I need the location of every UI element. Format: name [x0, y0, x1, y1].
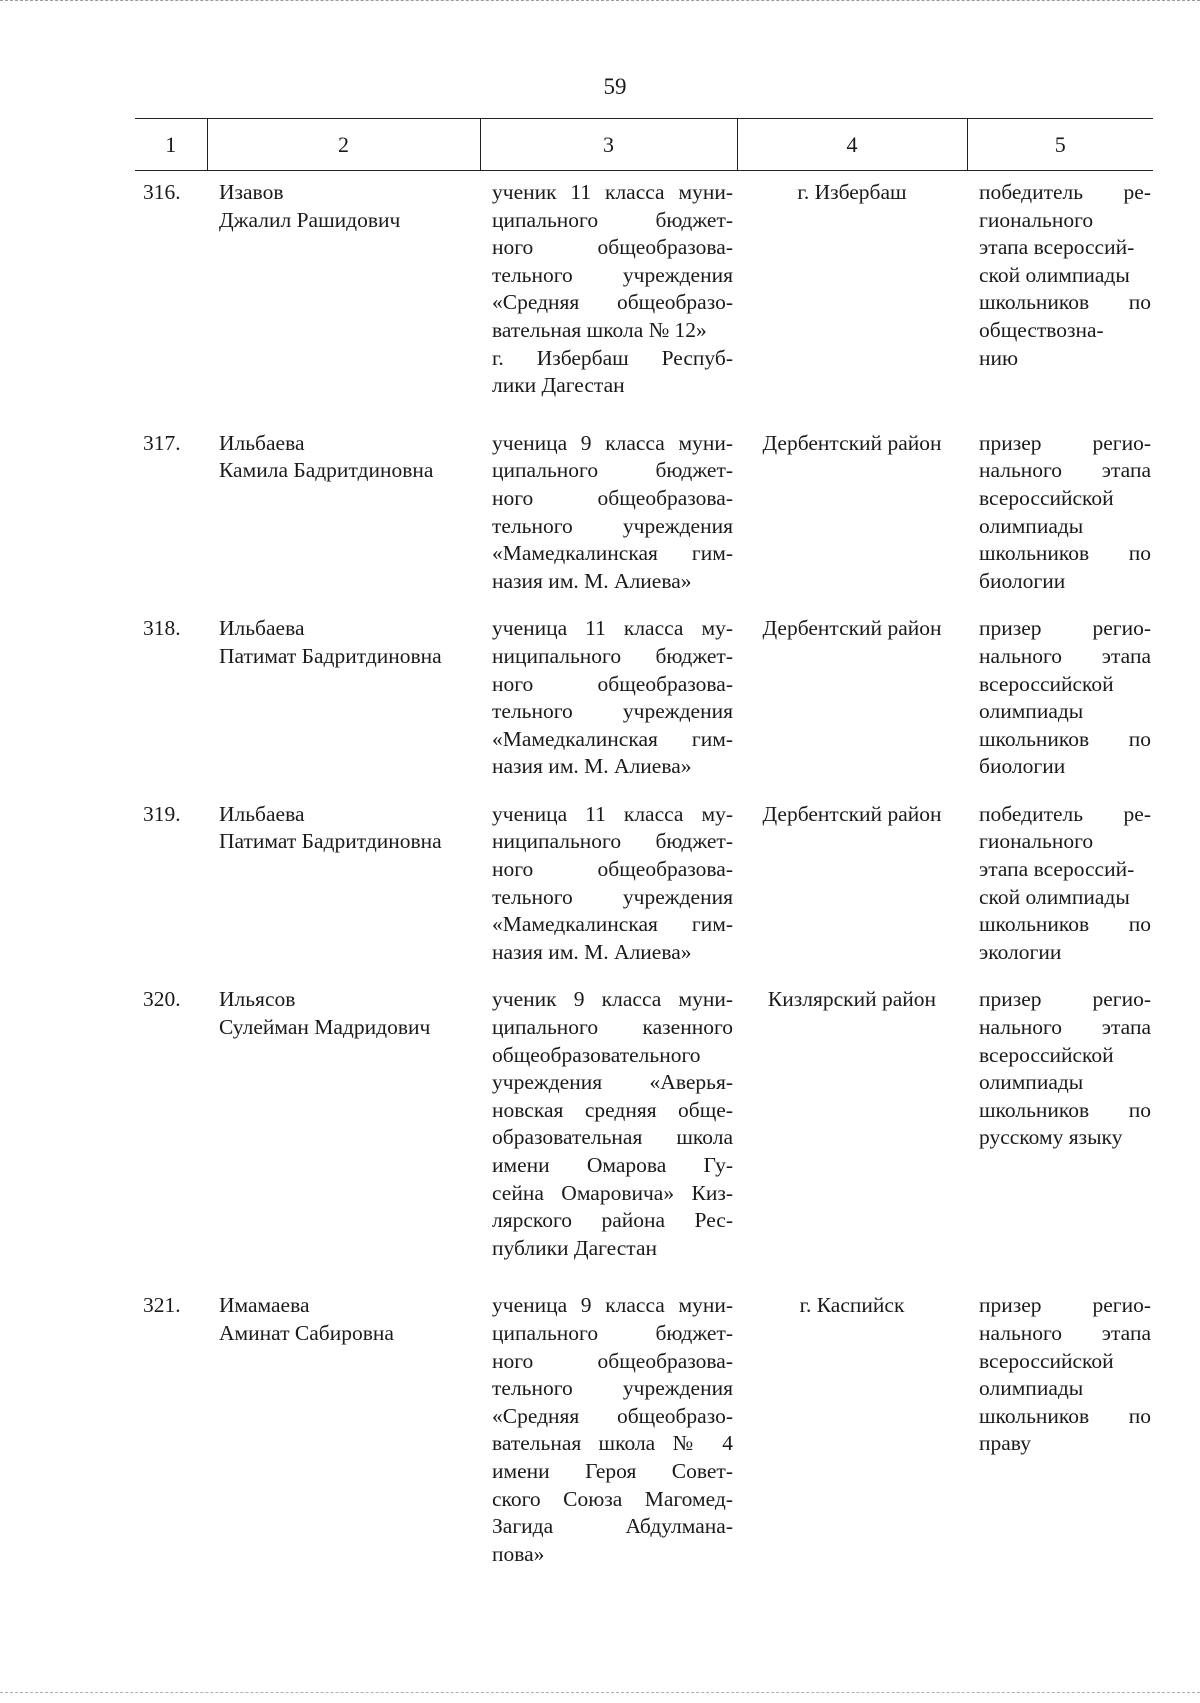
desc-line: новская средняя обще- — [492, 1097, 733, 1122]
result-line: школьников по — [979, 290, 1151, 315]
school-description — [480, 171, 737, 400]
result-line: победитель ре- — [979, 180, 1151, 204]
table-body — [135, 171, 1153, 1569]
region: г. Избербаш — [797, 180, 907, 204]
table-row — [135, 1282, 1153, 1568]
school-description — [480, 976, 737, 1262]
result-line: ской олимпиады — [979, 884, 1130, 909]
desc-line: ниципального бюджет- — [492, 643, 733, 668]
surname: Ильбаева — [219, 616, 305, 641]
desc-line: учреждения «Аверья- — [492, 1070, 733, 1095]
desc-line: ципального казенного — [492, 1015, 733, 1040]
column-header-result: 5 — [967, 119, 1153, 171]
column-header-number: 1 — [135, 119, 207, 171]
surname: Имамаева — [219, 1293, 310, 1318]
given-name: Патимат Бадритдиновна — [219, 643, 442, 668]
desc-line: публики Дагестан — [492, 1235, 658, 1260]
column-header-region: 4 — [737, 119, 967, 171]
given-name: Джалил Рашидович — [219, 207, 401, 232]
given-name: Аминат Сабировна — [219, 1320, 394, 1345]
desc-line: ученик 11 класса муни- — [492, 180, 733, 204]
desc-line: ученик 9 класса муни- — [492, 987, 733, 1012]
desc-line: тельного учреждения — [492, 513, 733, 538]
desc-line: «Средняя общеобразо- — [492, 1403, 733, 1428]
result-line: школьников по — [979, 726, 1151, 751]
desc-line: ученица 11 класса му- — [492, 616, 733, 641]
result-line: биологии — [979, 568, 1066, 593]
result-line: нального этапа — [979, 643, 1151, 668]
result-line: экологии — [979, 939, 1062, 964]
desc-line: пова» — [492, 1541, 545, 1566]
desc-line: ципального бюджет- — [492, 207, 733, 232]
school-description — [480, 791, 737, 967]
olympiad-result — [967, 976, 1153, 1262]
result-line: всероссийской — [979, 1348, 1114, 1373]
olympiad-result — [967, 1282, 1153, 1568]
desc-line: имени Омарова Гу- — [492, 1153, 733, 1177]
desc-line: Загида Абдулмана- — [492, 1514, 733, 1539]
table-row — [135, 171, 1153, 400]
scan-edge-top — [0, 0, 1200, 3]
page-number: 59 — [603, 74, 627, 99]
desc-line: общеобразовательного — [492, 1042, 701, 1067]
surname: Ильясов — [219, 987, 296, 1012]
person-name — [207, 791, 480, 967]
desc-line: тельного учреждения — [492, 1376, 733, 1401]
result-line: обществозна- — [979, 317, 1104, 342]
person-name — [207, 1282, 480, 1568]
table-row — [135, 976, 1153, 1262]
desc-line: ципального бюджет- — [492, 1320, 733, 1345]
result-line: школьников по — [979, 1403, 1151, 1428]
desc-line: ного общеобразова- — [492, 1348, 733, 1373]
result-line: нию — [979, 345, 1019, 370]
result-line: олимпиады — [979, 1070, 1084, 1095]
region: г. Каспийск — [799, 1293, 905, 1318]
olympiad-result — [967, 420, 1153, 596]
desc-line: ученица 9 класса муни- — [492, 430, 733, 455]
desc-line: имени Героя Совет- — [492, 1458, 733, 1483]
result-line: всероссийской — [979, 485, 1114, 510]
desc-line: ного общеобразова- — [492, 857, 733, 882]
result-line: нального этапа — [979, 1320, 1151, 1345]
desc-line: вательная школа № 12» — [492, 317, 707, 342]
desc-line: назия им. М. Алиева» — [492, 939, 692, 964]
desc-line: ученица 9 класса муни- — [492, 1293, 733, 1318]
result-line: нального этапа — [979, 1015, 1151, 1040]
result-line: олимпиады — [979, 513, 1084, 538]
row-number: 318. — [143, 616, 181, 641]
scan-edge-bottom — [0, 1692, 1200, 1695]
row-number: 319. — [143, 801, 181, 826]
desc-line: ниципального бюджет- — [492, 829, 733, 854]
result-line: школьников по — [979, 912, 1151, 937]
desc-line: «Мамедкалинская гим- — [492, 541, 733, 566]
result-line: ской олимпиады — [979, 262, 1130, 287]
result-line: гионального — [979, 207, 1094, 232]
desc-line: ципального бюджет- — [492, 458, 733, 483]
person-name — [207, 605, 480, 781]
given-name: Камила Бадритдиновна — [219, 458, 434, 483]
result-line: гионального — [979, 829, 1094, 854]
desc-line: ского Союза Магомед- — [492, 1486, 733, 1511]
region: Дербентский район — [762, 616, 942, 641]
desc-line: образовательная школа — [492, 1125, 733, 1150]
olympiad-result — [967, 171, 1153, 400]
result-line: призер регио- — [979, 1293, 1151, 1318]
person-name — [207, 976, 480, 1262]
result-line: этапа всероссий- — [979, 235, 1135, 260]
given-name: Сулейман Мадридович — [219, 1015, 431, 1040]
desc-line: тельного учреждения — [492, 884, 733, 909]
result-line: призер регио- — [979, 616, 1151, 641]
desc-line: сейна Омаровича» Киз- — [492, 1180, 733, 1205]
region: Дербентский район — [762, 430, 942, 455]
result-line: всероссийской — [979, 1042, 1114, 1067]
table-row — [135, 791, 1153, 967]
school-description — [480, 605, 737, 781]
surname: Ильбаева — [219, 801, 305, 826]
school-description — [480, 1282, 737, 1568]
given-name: Патимат Бадритдиновна — [219, 829, 442, 854]
result-line: олимпиады — [979, 699, 1084, 724]
desc-line: ного общеобразова- — [492, 485, 733, 510]
desc-line: «Средняя общеобразо- — [492, 290, 733, 315]
result-line: призер регио- — [979, 987, 1151, 1012]
surname: Ильбаева — [219, 430, 305, 455]
desc-line: ного общеобразова- — [492, 671, 733, 696]
region: Кизлярский район — [767, 987, 937, 1012]
olympiad-result — [967, 605, 1153, 781]
region: Дербентский район — [762, 801, 942, 826]
row-number: 320. — [143, 987, 181, 1012]
result-line: всероссийской — [979, 671, 1114, 696]
result-line: победитель ре- — [979, 801, 1151, 826]
result-line: этапа всероссий- — [979, 857, 1135, 882]
row-number: 316. — [143, 180, 181, 204]
table-header-row — [135, 119, 1153, 171]
table-row — [135, 605, 1153, 781]
row-number: 317. — [143, 430, 181, 455]
result-line: праву — [979, 1431, 1031, 1456]
column-header-name: 2 — [207, 119, 480, 171]
desc-line: лярского района Рес- — [492, 1208, 733, 1233]
person-name — [207, 171, 480, 400]
desc-line: вательная школа № 4 — [492, 1431, 733, 1456]
desc-line: г. Избербаш Респуб- — [492, 345, 733, 370]
desc-line: «Мамедкалинская гим- — [492, 726, 733, 751]
result-line: олимпиады — [979, 1376, 1084, 1401]
school-description — [480, 420, 737, 596]
result-line: нального этапа — [979, 458, 1151, 483]
result-line: школьников по — [979, 1097, 1151, 1122]
result-line: биологии — [979, 754, 1066, 779]
result-line: призер регио- — [979, 430, 1151, 455]
desc-line: тельного учреждения — [492, 262, 733, 287]
result-line: школьников по — [979, 541, 1151, 566]
result-line: русскому языку — [979, 1125, 1123, 1150]
desc-line: назия им. М. Алиева» — [492, 568, 692, 593]
column-header-description: 3 — [480, 119, 737, 171]
desc-line: тельного учреждения — [492, 699, 733, 724]
surname: Изавов — [219, 180, 284, 204]
desc-line: ученица 11 класса му- — [492, 801, 733, 826]
olympiad-result — [967, 791, 1153, 967]
desc-line: лики Дагестан — [492, 373, 625, 398]
person-name — [207, 420, 480, 596]
desc-line: назия им. М. Алиева» — [492, 754, 692, 779]
awardees-table — [135, 118, 1153, 1568]
row-number: 321. — [143, 1293, 181, 1318]
desc-line: ного общеобразова- — [492, 235, 733, 260]
table-row — [135, 420, 1153, 596]
desc-line: «Мамедкалинская гим- — [492, 912, 733, 937]
